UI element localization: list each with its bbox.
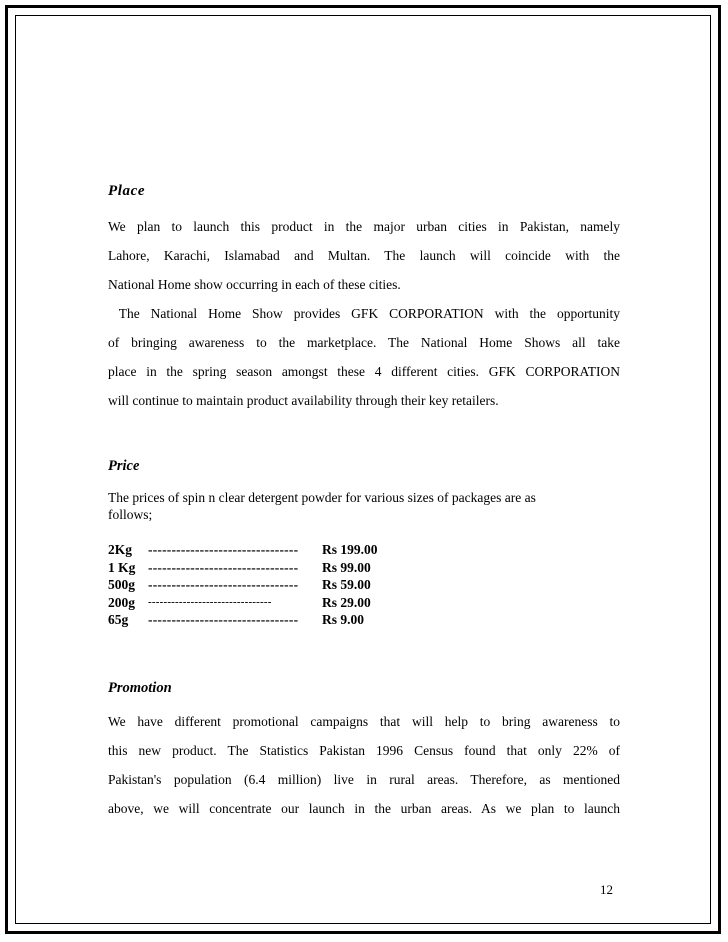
price-value: Rs 59.00 xyxy=(322,577,371,592)
place-paragraph xyxy=(108,212,620,415)
place-line: of bringing awareness to the marketplace. The National Home Shows all take xyxy=(108,335,620,350)
promotion-line: this new product. The Statistics Pakistan 1996 Census found that only 22% of xyxy=(108,743,620,758)
promotion-line: above, we will concentrate our launch in the urban areas. As we plan to launch xyxy=(108,801,620,816)
price-intro-line: follows; xyxy=(108,507,153,522)
page-number: 12 xyxy=(600,882,613,897)
price-value: Rs 99.00 xyxy=(322,559,371,575)
place-line: Lahore, Karachi, Islamabad and Multan. The launch will coincide with the xyxy=(108,248,620,263)
price-list xyxy=(108,541,378,629)
price-dashes: -------------------------------- xyxy=(148,559,299,575)
price-row xyxy=(108,611,378,629)
price-dashes: -------------------------------- xyxy=(148,612,299,627)
place-line: place in the spring season amongst these 4 different cities. GFK CORPORATION xyxy=(108,364,620,379)
price-row xyxy=(108,576,378,594)
price-size: 2Kg xyxy=(108,542,133,557)
promotion-heading: Promotion xyxy=(108,680,172,696)
promotion-line: Pakistan's population (6.4 million) live in rural areas. Therefore, as mentioned xyxy=(108,772,620,787)
price-value: Rs 199.00 xyxy=(322,542,378,557)
promotion-line: We have different promotional campaigns that will help to bring awareness to xyxy=(108,714,620,729)
price-dashes: -------------------------------- xyxy=(148,542,299,557)
price-dashes: -------------------------------- xyxy=(148,595,272,608)
price-dashes: -------------------------------- xyxy=(148,577,299,592)
place-line: National Home show occurring in each of these cities. xyxy=(108,277,401,292)
price-size: 500g xyxy=(108,577,135,592)
price-heading: Price xyxy=(108,458,140,474)
price-row xyxy=(108,559,378,577)
price-value: Rs 29.00 xyxy=(322,594,371,610)
price-size: 65g xyxy=(108,612,129,627)
price-row xyxy=(108,594,378,612)
place-line: The National Home Show provides GFK CORPORATION with the opportunity xyxy=(108,306,620,321)
price-row xyxy=(108,541,378,559)
place-line: We plan to launch this product in the major urban cities in Pakistan, namely xyxy=(108,219,620,234)
place-heading: Place xyxy=(108,183,146,199)
price-size: 200g xyxy=(108,594,135,610)
promotion-paragraph xyxy=(108,707,620,823)
price-intro xyxy=(108,489,620,523)
price-intro-line: The prices of spin n clear detergent powder for various sizes of packages are as xyxy=(108,490,536,505)
price-size: 1 Kg xyxy=(108,559,136,575)
place-line: will continue to maintain product availability through their key retailers. xyxy=(108,393,499,408)
price-value: Rs 9.00 xyxy=(322,612,365,627)
